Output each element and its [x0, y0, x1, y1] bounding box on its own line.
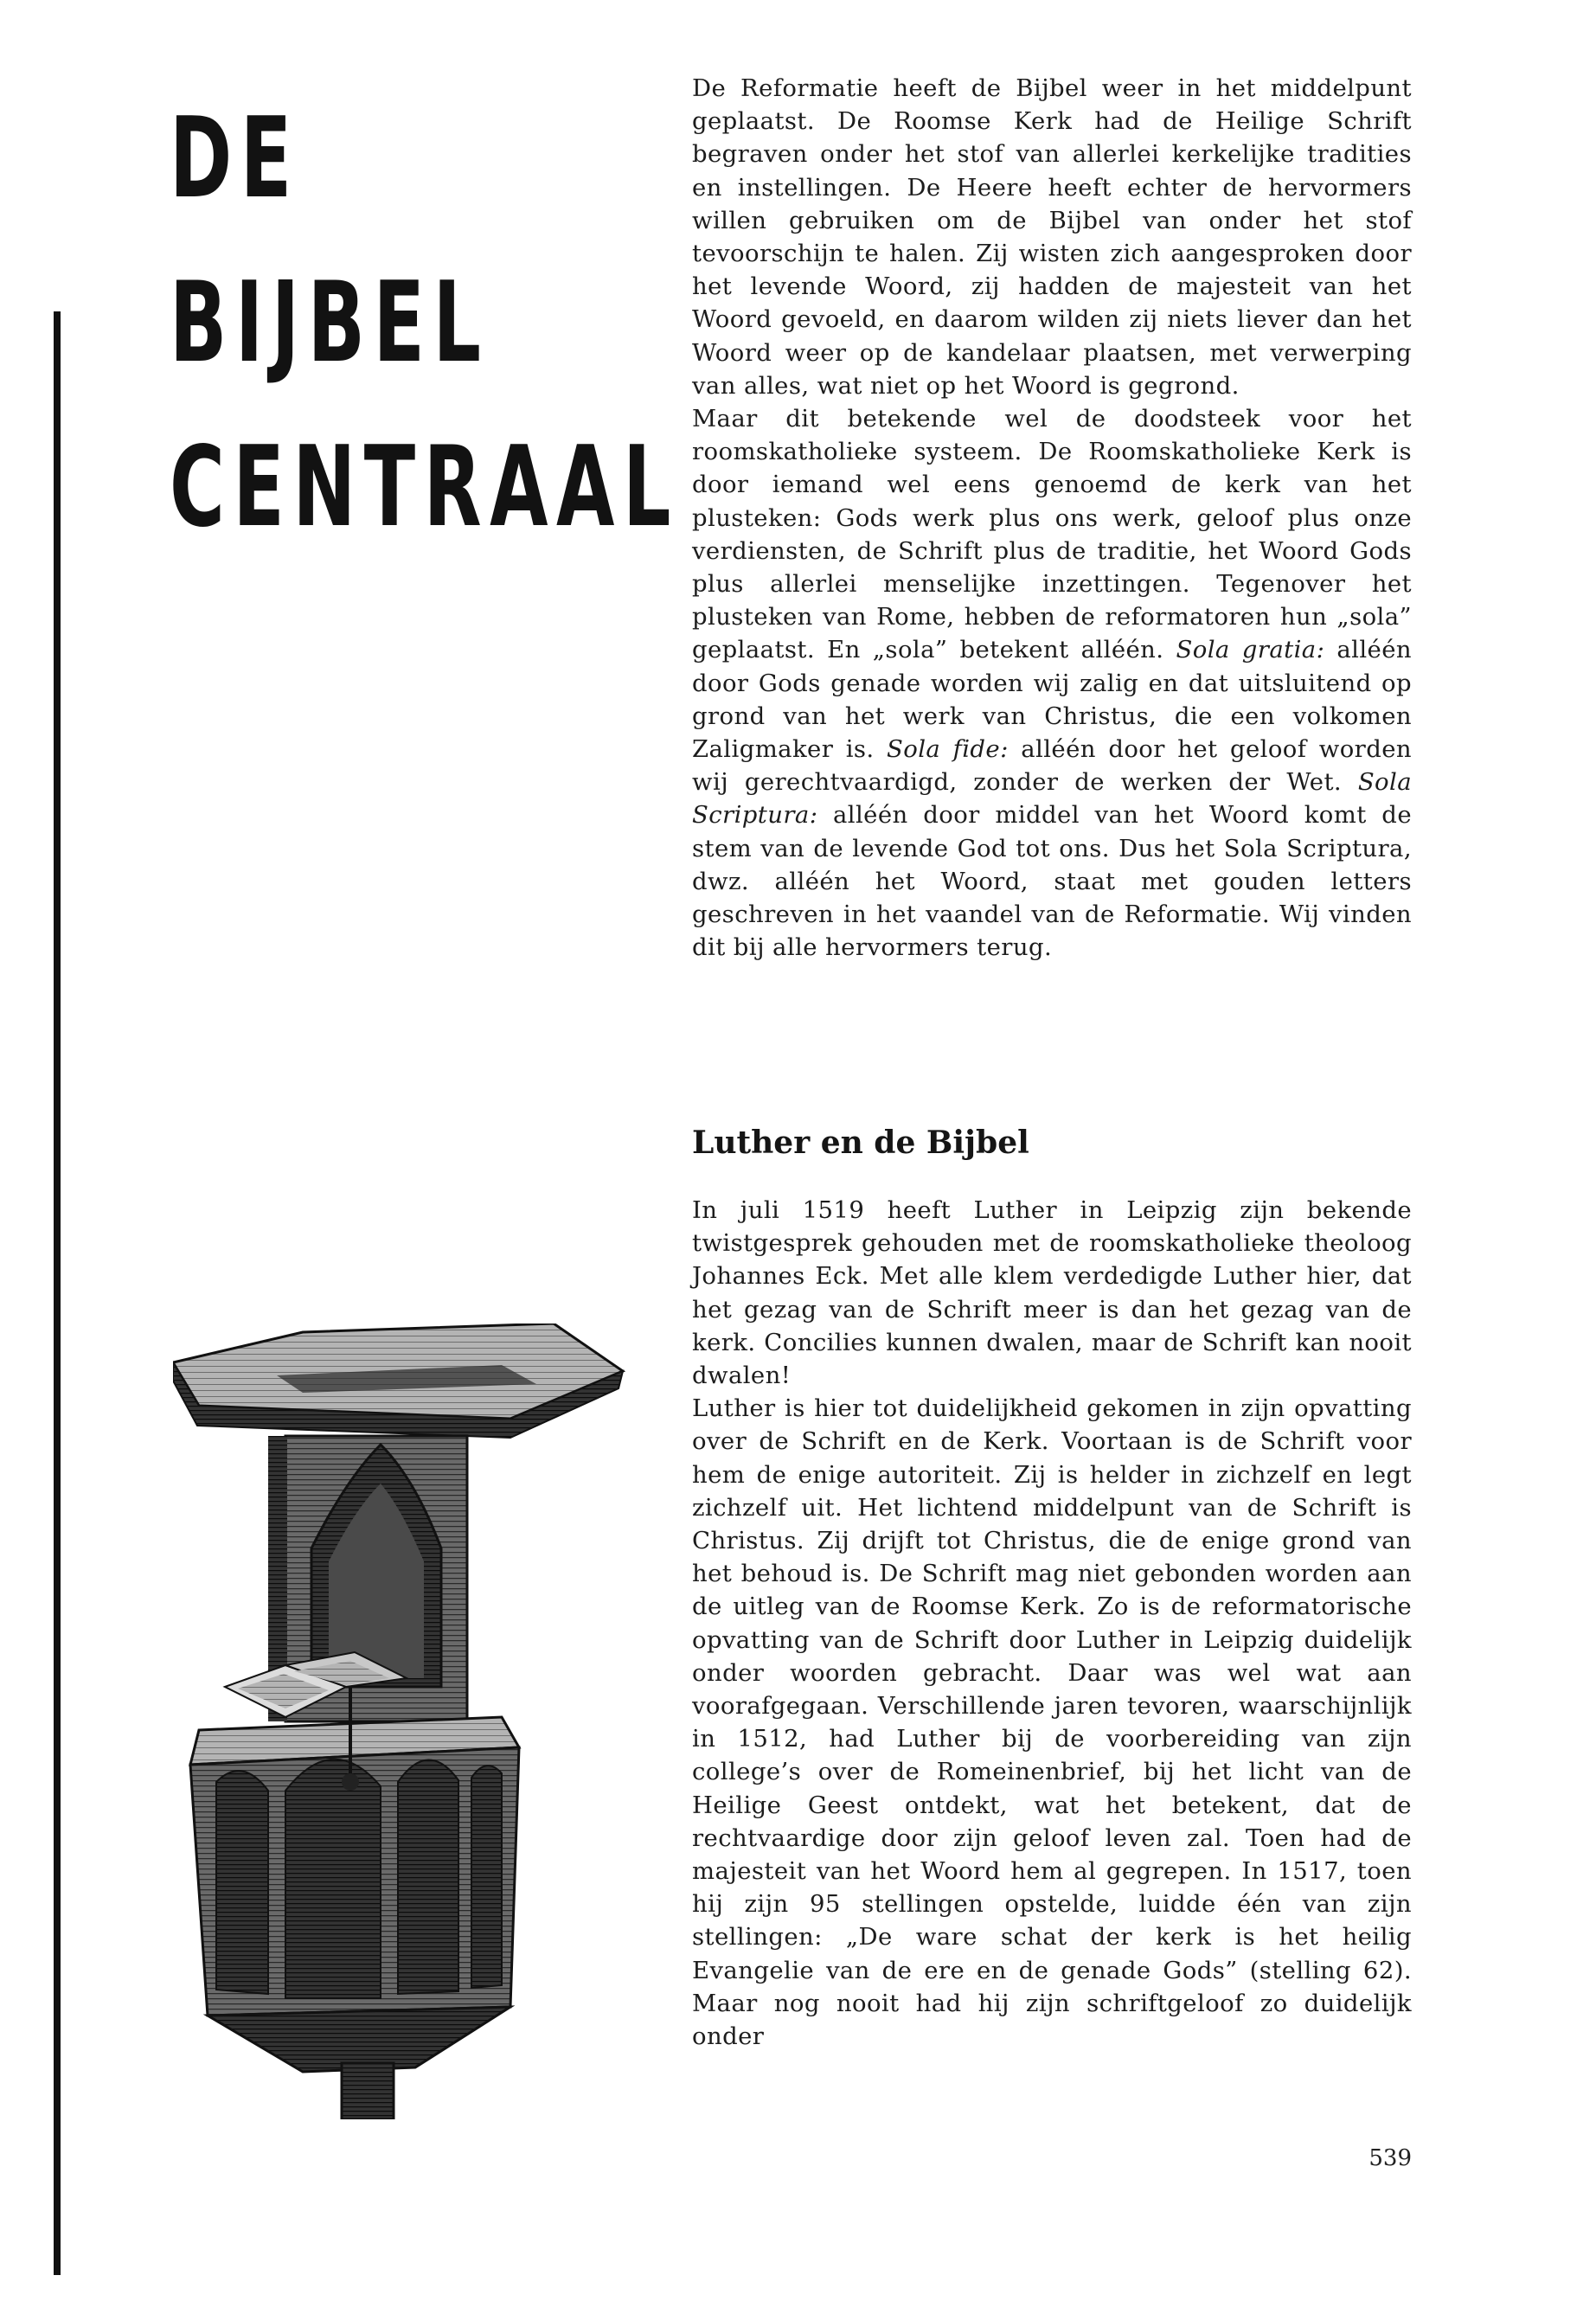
page-title	[170, 94, 679, 552]
sola-scriptura-term: Sola Scriptura:	[692, 768, 1412, 830]
intro-text-b: alléén door Gods genade worden wij zalig en dat uitsluitend op grond van het werk van Christus, die een volkomen Zaligmaker is.	[692, 636, 1413, 764]
section-column	[692, 1194, 1412, 2053]
page-number: 539	[1368, 2145, 1412, 2171]
sola-fide-term: Sola fide:	[887, 735, 1009, 764]
intro-text-c: alléén door het geloof worden wij gerechtvaardigd, zonder de werken der Wet.	[692, 735, 1412, 797]
section-paragraph-2: Luther is hier tot duidelijkheid gekomen in zijn opvatting over de Schrift en de Kerk. Voortaan is de Schrift voor hem de enige autoriteit. Zij is helder in zichzelf en legt zichzelf uit. Het lichtend middelpunt van de Schrift is Christus. Zij drijft tot Christus, die de enige grond van het behoud is. De Schrift mag niet gebonden worden aan de uitleg van de Roomse Kerk. Zo is de reformatorische opvatting van de Schrift door Luther in Leipzig duidelijk onder woorden gebracht. Daar was wel wat aan voorafgegaan. Verschillende jaren tevoren, waarschijnlijk in 1512, had Luther bij de voorbereiding van zijn college’s over de Romeinenbrief, bij het licht van de Heilige Geest ontdekt, wat het betekent, dat de rechtvaardige door zijn geloof leven zal. Toen had de majesteit van het Woord hem al gegrepen. In 1517, toen hij zijn 95 stellingen opstelde, luidde één van zijn stellingen: „De ware schat der kerk is het heilig Evangelie van de ere en de genade Gods” (stelling 62). Maar nog nooit had hij zijn schriftgeloof zo duidelijk onder	[692, 1394, 1412, 2051]
intro-text-d: alléén door middel van het Woord komt de stem van de levende God tot ons. Dus het Sola Scriptura, dwz. alléén het Woord, staat met gouden letters geschreven in het vaandel van de Reformatie. Wij vinden dit bij alle hervormers terug.	[692, 801, 1412, 962]
pulpit-engraving-icon	[173, 1324, 640, 2119]
section-heading: Luther en de Bijbel	[692, 1125, 1029, 1161]
sola-gratia-term: Sola gratia:	[1176, 636, 1325, 664]
intro-column	[692, 72, 1412, 964]
section-paragraph-1: In juli 1519 heeft Luther in Leipzig zijn bekende twistgesprek gehouden met de roomskatholieke theoloog Johannes Eck. Met alle klem verdedigde Luther hier, dat het gezag van de Schrift meer is dan het gezag van de kerk. Concilies kunnen dwalen, maar de Schrift kan nooit dwalen!	[692, 1196, 1412, 1390]
intro-text-a: Maar dit betekende wel de doodsteek voor het roomskatholieke systeem. De Roomskatholieke Kerk is door iemand wel eens genoemd de kerk van het plusteken: Gods werk plus ons werk, geloof plus onze verdiensten, de Schrift plus de traditie, het Woord Gods plus allerlei menselijke inzettingen. Tegenover het plusteken van Rome, hebben de reformatoren hun „sola” geplaatst. En „sola” betekent alléén.	[692, 405, 1412, 664]
title-line-2: BIJBEL	[170, 259, 490, 388]
title-line-1: DE	[170, 94, 300, 223]
intro-paragraph-2	[692, 402, 1412, 964]
intro-paragraph-1: De Reformatie heeft de Bijbel weer in het middelpunt geplaatst. De Roomse Kerk had de Heilige Schrift begraven onder het stof van allerlei kerkelijke tradities en instellingen. De Heere heeft echter de hervormers willen gebruiken om de Bijbel van onder het stof tevoorschijn te halen. Zij wisten zich aangesproken door het levende Woord, zij hadden de majesteit van het Woord gevoeld, en daarom wilden zij niets liever dan het Woord weer op de kandelaar plaatsen, met verwerping van alles, wat niet op het Woord is gegrond.	[692, 74, 1412, 400]
title-line-3: CENTRAAL	[170, 423, 679, 552]
margin-rule	[54, 311, 61, 2275]
